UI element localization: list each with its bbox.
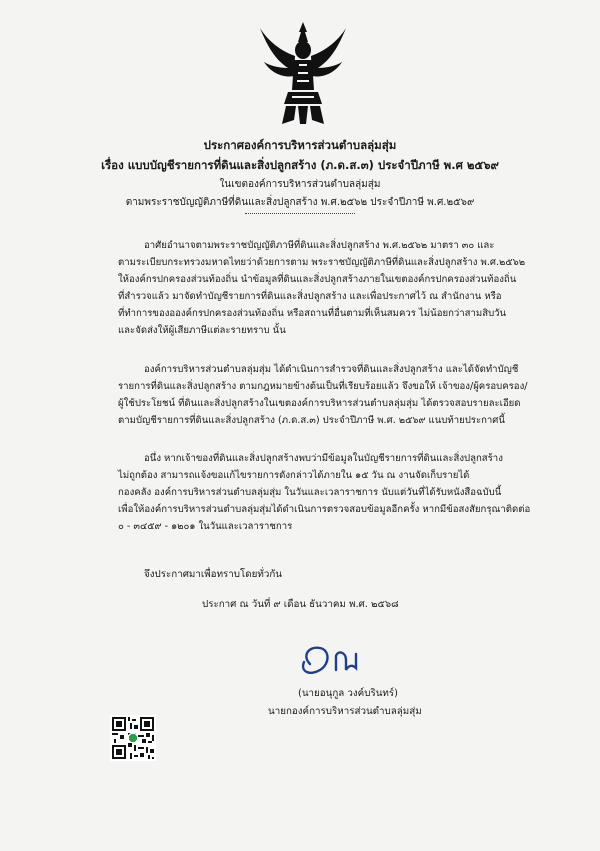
paragraph-line: ตามบัญชีรายการที่ดินและสิ่งปลูกสร้าง (ภ.ด.ส.๓) ประจำปีภาษี พ.ศ. ๒๕๖๙ แนบท้ายประกาศนี้ — [118, 415, 505, 426]
date-line: ประกาศ ณ วันที่ ๙ เดือน ธันวาคม พ.ศ. ๒๕๖๘ — [202, 599, 399, 610]
garuda-emblem-icon — [258, 20, 348, 128]
announcement-subject: เรื่อง แบบบัญชีรายการที่ดินและสิ่งปลูกสร้าง (ภ.ด.ส.๓) ประจำปีภาษี พ.ศ ๒๕๖๙ — [101, 158, 499, 172]
qr-code-icon — [110, 715, 156, 761]
paragraph-line: ผู้ใช้ประโยชน์ ที่ดินและสิ่งปลูกสร้างในเขตองค์การบริหารส่วนตำบลลุ่มสุ่ม ได้ตรวจสอบรายละเอียด — [118, 398, 521, 409]
signatory-position: นายกองค์การบริหารส่วนตำบลลุ่มสุ่ม — [268, 706, 422, 717]
paragraph-line: ที่สำรวจแล้ว มาจัดทำบัญชีรายการที่ดินและสิ่งปลูกสร้าง และเพื่อประกาศไว้ ณ สำนักงาน หรือ — [118, 291, 502, 302]
paragraph-line: กองคลัง องค์การบริหารส่วนตำบลลุ่มสุ่ม ในวันและเวลาราชการ นับแต่วันที่ได้รับหนังสือฉบับนี้ — [118, 487, 502, 498]
paragraph-line: อาศัยอำนาจตามพระราชบัญญัติภาษีที่ดินและสิ่งปลูกสร้าง พ.ศ.๒๕๖๒ มาตรา ๓๐ และ — [144, 240, 495, 251]
paragraph-line: องค์การบริหารส่วนตำบลลุ่มสุ่ม ได้ดำเนินการสำรวจที่ดินและสิ่งปลูกสร้าง และได้จัดทำบัญชี — [144, 364, 519, 375]
paragraph-line: ไม่ถูกต้อง สามารถแจ้งขอแก้ไขรายการดังกล่าวได้ภายใน ๑๕ วัน ณ งานจัดเก็บรายได้ — [118, 470, 470, 481]
handwritten-signature-icon — [296, 642, 368, 682]
closing-line: จึงประกาศมาเพื่อทราบโดยทั่วกัน — [144, 569, 282, 580]
paragraph-3 — [118, 450, 531, 535]
announcement-subtitle-1: ในเขตองค์การบริหารส่วนตำบลลุ่มสุ่ม — [219, 179, 381, 190]
paragraph-line: รายการที่ดินและสิ่งปลูกสร้าง ตามกฎหมายข้างต้นเป็นที่เรียบร้อยแล้ว จึงขอให้ เจ้าของ/ผู้ครอบครอง/ — [118, 381, 528, 392]
paragraph-1 — [118, 237, 526, 339]
announcement-subtitle-2: ตามพระราชบัญญัติภาษีที่ดินและสิ่งปลูกสร้าง พ.ศ.๒๕๖๒ ประจำปีภาษี พ.ศ.๒๕๖๙ — [125, 197, 475, 208]
paragraph-line: ให้องค์กรปกครองส่วนท้องถิ่น นำข้อมูลที่ดินและสิ่งปลูกสร้างภายในเขตองค์กรปกครองส่วนท้องถิ่น — [118, 274, 517, 285]
paragraph-line: ๐ - ๓๔๕๙ - ๑๒๐๑ ในวันและเวลาราชการ — [118, 521, 293, 532]
paragraph-line: อนึ่ง หากเจ้าของที่ดินและสิ่งปลูกสร้างพบว่ามีข้อมูลในบัญชีรายการที่ดินและสิ่งปลูกสร้าง — [144, 453, 503, 464]
paragraph-2 — [118, 361, 528, 429]
header-divider — [245, 213, 355, 214]
paragraph-line: ตามระเบียบกระทรวงมหาดไทยว่าด้วยการตาม พระราชบัญญัติภาษีที่ดินและสิ่งปลูกสร้าง พ.ศ.๒๕๖๒ — [118, 257, 526, 268]
announcement-title: ประกาศองค์การบริหารส่วนตำบลลุ่มสุ่ม — [203, 138, 397, 152]
signatory-name: (นายอนุกูล วงค์บรินทร์) — [298, 688, 398, 699]
paragraph-line: เพื่อให้องค์การบริหารส่วนตำบลลุ่มสุ่มได้ดำเนินการตรวจสอบข้อมูลอีกครั้ง หากมีข้อสงสัยกรุณาติดต่อ — [118, 504, 531, 515]
paragraph-line: ที่ทำการของอองค์กรปกครองส่วนท้องถิ่น หรือสถานที่อื่นตามที่เห็นสมควร ไม่น้อยกว่าสามสิบวัน — [118, 308, 507, 319]
paragraph-line: และจัดส่งให้ผู้เสียภาษีแต่ละรายทราบ นั้น — [118, 325, 286, 336]
